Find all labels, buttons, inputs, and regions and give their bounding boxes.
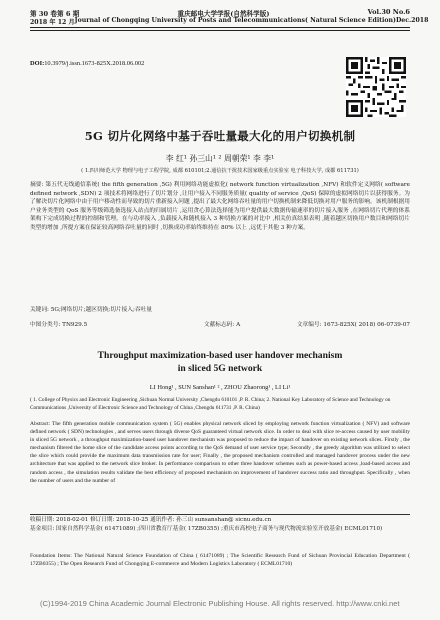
received-date-footnote: 收稿日期: 2018-02-01 修订日期: 2018-10-25 通讯作者: 孙三山 sunsanshan@ sicnu.edu.cn <box>30 517 272 523</box>
doi-line[interactable] <box>30 60 144 67</box>
classification-line <box>30 319 410 328</box>
chinese-affiliation: ( 1.四川师范大学 物理与电子工程学院, 成都 610101;2.通信抗干扰技术国家级重点实验室 电子科技大学, 成都 611731) <box>81 168 359 174</box>
header-rule-thin <box>30 30 410 31</box>
document-code: 文献标志码: A <box>203 322 241 328</box>
header-rule <box>30 27 410 28</box>
english-authors: LI Hong¹ , SUN Sanshan¹ ² , ZHOU Zhaorong¹ , LI Li¹ <box>149 384 291 391</box>
english-title <box>30 349 410 375</box>
english-title-line-2: in sliced 5G network <box>177 363 263 374</box>
qr-code-graphic <box>346 57 406 117</box>
funding-en-footnote: Foundation Items: The National Natural Science Foundation of China ( 61471089) ; The Scientific Research Fund of Sichuan Provincial Education Department ( 17ZB0355) ; The Open Research Fund of Chongqing E-commerce and Modern Logistics Laboratory ( ECML01710) <box>30 553 410 568</box>
english-affiliation: ( 1. College of Physics and Electronic Engineering ,Sichuan Normal University ,Chengdu 610101 ,P. R. China; 2. National Key Laboratory of Science and Technology on Communications ,University of Electronic Science and Technology of China ,Chengdu 611731 ,P. R. China) <box>30 397 391 411</box>
english-abstract: Abstract: The fifth generation mobile communication system ( 5G) enables physical network sliced by employing network function virtualization ( NFV) and software defined network ( SDN) technologies , and serves users through diverse QoS guaranteed virtual network slice. In order to deal with slice re-access caused by user mobility in sliced 5G network , a throughput maximization-based user handover mechanism was proposed to reduce the impact of handover on existing network slices. Firstly , the mechanism filtered the home slice of the candidate access points according to the QoS demand of user service type; Secondly , the greedy algorithm was utilized to select the slice which could provide the maximum data transmission rate for user; Finally , the proposed mechanism controlled and managed handover process under the new architecture that was applied to the network slice broker. In performance comparison to other three handover schemes such as power-based access ,load-based access and random access , the simulation results validate the best efficiency of proposed mechanism on improvement of handover success ratio and throughput. Specifically , when the number of users and the number of <box>30 421 410 484</box>
funding-cn-footnote: 基金项目: 国家自然科学基金( 61471089) ;四川省教育厅基金( 17ZB0355) ;重庆市高校电子商务与现代物流实验室开放基金( ECML01710) <box>30 526 383 532</box>
copyright-footer: (C)1994-2019 China Academic Journal Electronic Publishing House. All rights reserved. http://www.cnki.net <box>40 599 400 608</box>
qr-code <box>346 57 406 117</box>
chinese-title: 5G 切片化网络中基于吞吐量最大化的用户切换机制 <box>84 129 356 143</box>
chinese-authors: 李 红¹ 孙三山¹ ² 周朝荣¹ 李 李¹ <box>165 154 275 163</box>
clc-number: 中图分类号: TN929.5 <box>30 322 88 328</box>
volume-issue-cn: 第 30 卷第 6 期 <box>30 10 80 18</box>
footnote-rule <box>30 514 410 515</box>
chinese-abstract: 摘要: 第五代无线通信系统( the fifth generation ,5G) 利用网络功能虚拟化( network function virtualization ,NFV) 和软件定义网络( software defined network ,SDN) 2 项技术将网络进行了切片划分 ,让用户接入不同服务质量( quality of service ,QoS) 保障的虚拟网络切片以获得服务。为了解决切片化网络中由于用户移动性而导致的切片重新接入问题 ,提出了最大化网络吞吐量的用户切换机制来降低切换对用户服务的影响。该机制根据用户业务类型的 QoS 服务等级筛选备选接入站点的归属切片 ,运用贪心算法选择能为用户提供最大数据传输速率的切片接入服务 ,在网络切片代理的体系架构下完成切换过程的控制和管理。在与功率接入 ,负载接入和随机接入 3 种切换方案的对比中 ,相关仿真结果表明 ,随着越区切换用户数目和网络切片类型的增加 ,所提方案在保证较高网络吞吐量的同时 ,切换成功率始终维持在 80% 以上 ,远优于其他 3 种方案。 <box>30 182 410 231</box>
chinese-keywords: 关键词: 5G;网络切片;越区切换;切片接入;吞吐量 <box>30 307 152 313</box>
doi-value[interactable]: 10.3979/j.issn.1673-825X.2018.06.002 <box>44 60 145 67</box>
english-title-line-1: Throughput maximization-based user handover mechanism <box>97 350 343 361</box>
journal-name-en: Journal of Chongqing University of Posts and Telecommunications( Natural Science Edition) <box>74 17 396 24</box>
doi-label: DOI: <box>30 60 45 67</box>
running-header-en <box>30 17 429 26</box>
journal-name-cn: 重庆邮电大学学报(自然科学版) <box>177 10 270 18</box>
volume-issue-en: Vol.30 No.6 <box>367 8 410 16</box>
date-cn: 2018 年 12 月 <box>30 19 75 26</box>
date-en: Dec.2018 <box>395 17 429 24</box>
article-number: 文章编号: 1673-825X( 2018) 06-0739-07 <box>296 322 410 328</box>
